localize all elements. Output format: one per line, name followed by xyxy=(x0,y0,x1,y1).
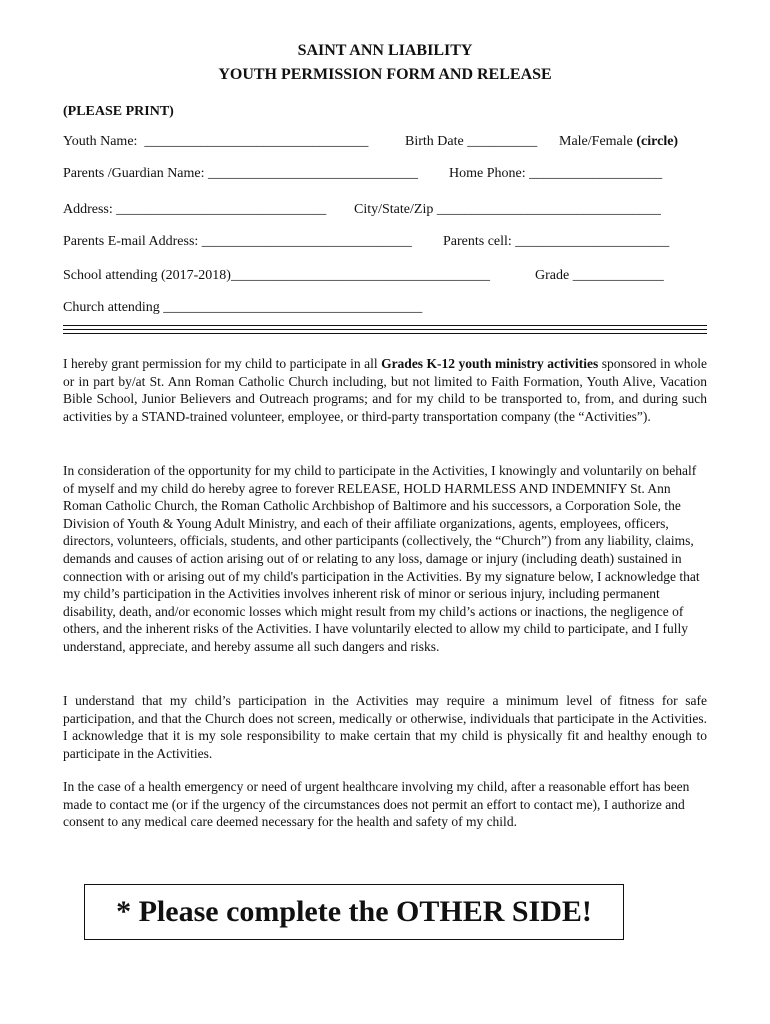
parent-cell-label: Parents cell: ______________________ xyxy=(443,234,670,249)
divider-bottom xyxy=(63,333,707,334)
permission-text-bold: Grades K-12 youth ministry activities xyxy=(381,356,599,371)
grade-field[interactable] xyxy=(535,268,664,284)
parent-name-field[interactable] xyxy=(63,166,418,182)
other-side-callout: * Please complete the OTHER SIDE! xyxy=(84,884,624,940)
youth-name-field[interactable] xyxy=(63,134,368,150)
gender-field[interactable] xyxy=(559,134,678,150)
school-field[interactable] xyxy=(63,268,490,284)
address-label: Address: ______________________________ xyxy=(63,202,327,217)
circle-instruction: (circle) xyxy=(636,134,679,149)
gender-label: Male/Female xyxy=(559,134,637,149)
birth-date-label: Birth Date __________ xyxy=(405,134,538,149)
divider-top xyxy=(63,325,707,326)
parent-name-label: Parents /Guardian Name: ______________________________ xyxy=(63,166,419,181)
address-field[interactable] xyxy=(63,202,326,218)
permission-text-start: I hereby grant permission for my child to participate in all xyxy=(63,356,382,371)
birth-date-field[interactable] xyxy=(405,134,537,150)
home-phone-label: Home Phone: ___________________ xyxy=(449,166,663,181)
fitness-paragraph: I understand that my child’s participation in the Activities may require a minimum level of fitness for safe participation, and that the Church does not screen, medically or otherwise, individuals that participate in the Activities. I acknowledge that it is my sole responsibility to make certain that my child is physically fit and healthy enough to participate in the Activities. xyxy=(63,693,707,761)
parent-email-field[interactable] xyxy=(63,234,412,250)
city-state-zip-label: City/State/Zip ________________________________ xyxy=(354,202,661,217)
divider-middle xyxy=(63,329,707,330)
youth-name-label: Youth Name: ________________________________ xyxy=(63,134,369,149)
release-paragraph: In consideration of the opportunity for my child to participate in the Activities, I knowingly and voluntarily on behalf of myself and my child do hereby agree to forever RELEASE, HOLD HARMLESS AND INDEMNIFY St. Ann Roman Catholic Church, the Roman Catholic Archbishop of Baltimore and his successors, a Corporation Sole, the Division of Youth & Young Adult Ministry, and each of their affiliate organizations, agents, employees, officers, directors, volunteers, officials, students, and other participants (collectively, the “Church”) from any liability, claims, demands and causes of action arising out of or relating to any loss, damage or injury (including death) sustained in connection with or arising out of my child's participation in the Activities. By my signature below, I acknowledge that my child’s participation in the Activities involves inherent risk of minor or serious injury, including permanent disability, death, and/or economic losses which might result from my child’s actions or inactions, the negligence of others, and the inherent risks of the Activities. I have voluntarily elected to allow my child to participate, and I fully understand, appreciate, and hereby assume all such dangers and risks. xyxy=(63,463,700,654)
form-title-line2: YOUTH PERMISSION FORM AND RELEASE xyxy=(218,66,552,83)
please-print-instruction: (PLEASE PRINT) xyxy=(63,104,174,119)
church-field[interactable] xyxy=(63,300,422,316)
home-phone-field[interactable] xyxy=(449,166,662,182)
permission-paragraph xyxy=(63,355,707,425)
church-label: Church attending _____________________________________ xyxy=(63,300,423,315)
city-state-zip-field[interactable] xyxy=(354,202,661,218)
school-label: School attending (2017-2018)_____________________________________ xyxy=(63,268,490,283)
form-title-line1: SAINT ANN LIABILITY xyxy=(297,42,473,59)
grade-label: Grade _____________ xyxy=(535,268,664,283)
parent-cell-field[interactable] xyxy=(443,234,669,250)
permission-text-end: sponsored in whole or in part by/at St. Ann Roman Catholic Church including, but not limited to Faith Formation, Youth Alive, Vacation Bible School, Junior Believers and Outreach programs; and for my child to be transported to, from, and during such activities by a STAND-trained volunteer, employee, or third-party transportation company (the “Activities”). xyxy=(63,356,707,424)
parent-email-label: Parents E-mail Address: ______________________________ xyxy=(63,234,412,249)
medical-consent-paragraph: In the case of a health emergency or need of urgent healthcare involving my child, after a reasonable effort has been made to contact me (or if the urgency of the circumstances does not permit an effort to contact me), I authorize and consent to any medical care deemed necessary for the health and safety of my child. xyxy=(63,779,690,830)
